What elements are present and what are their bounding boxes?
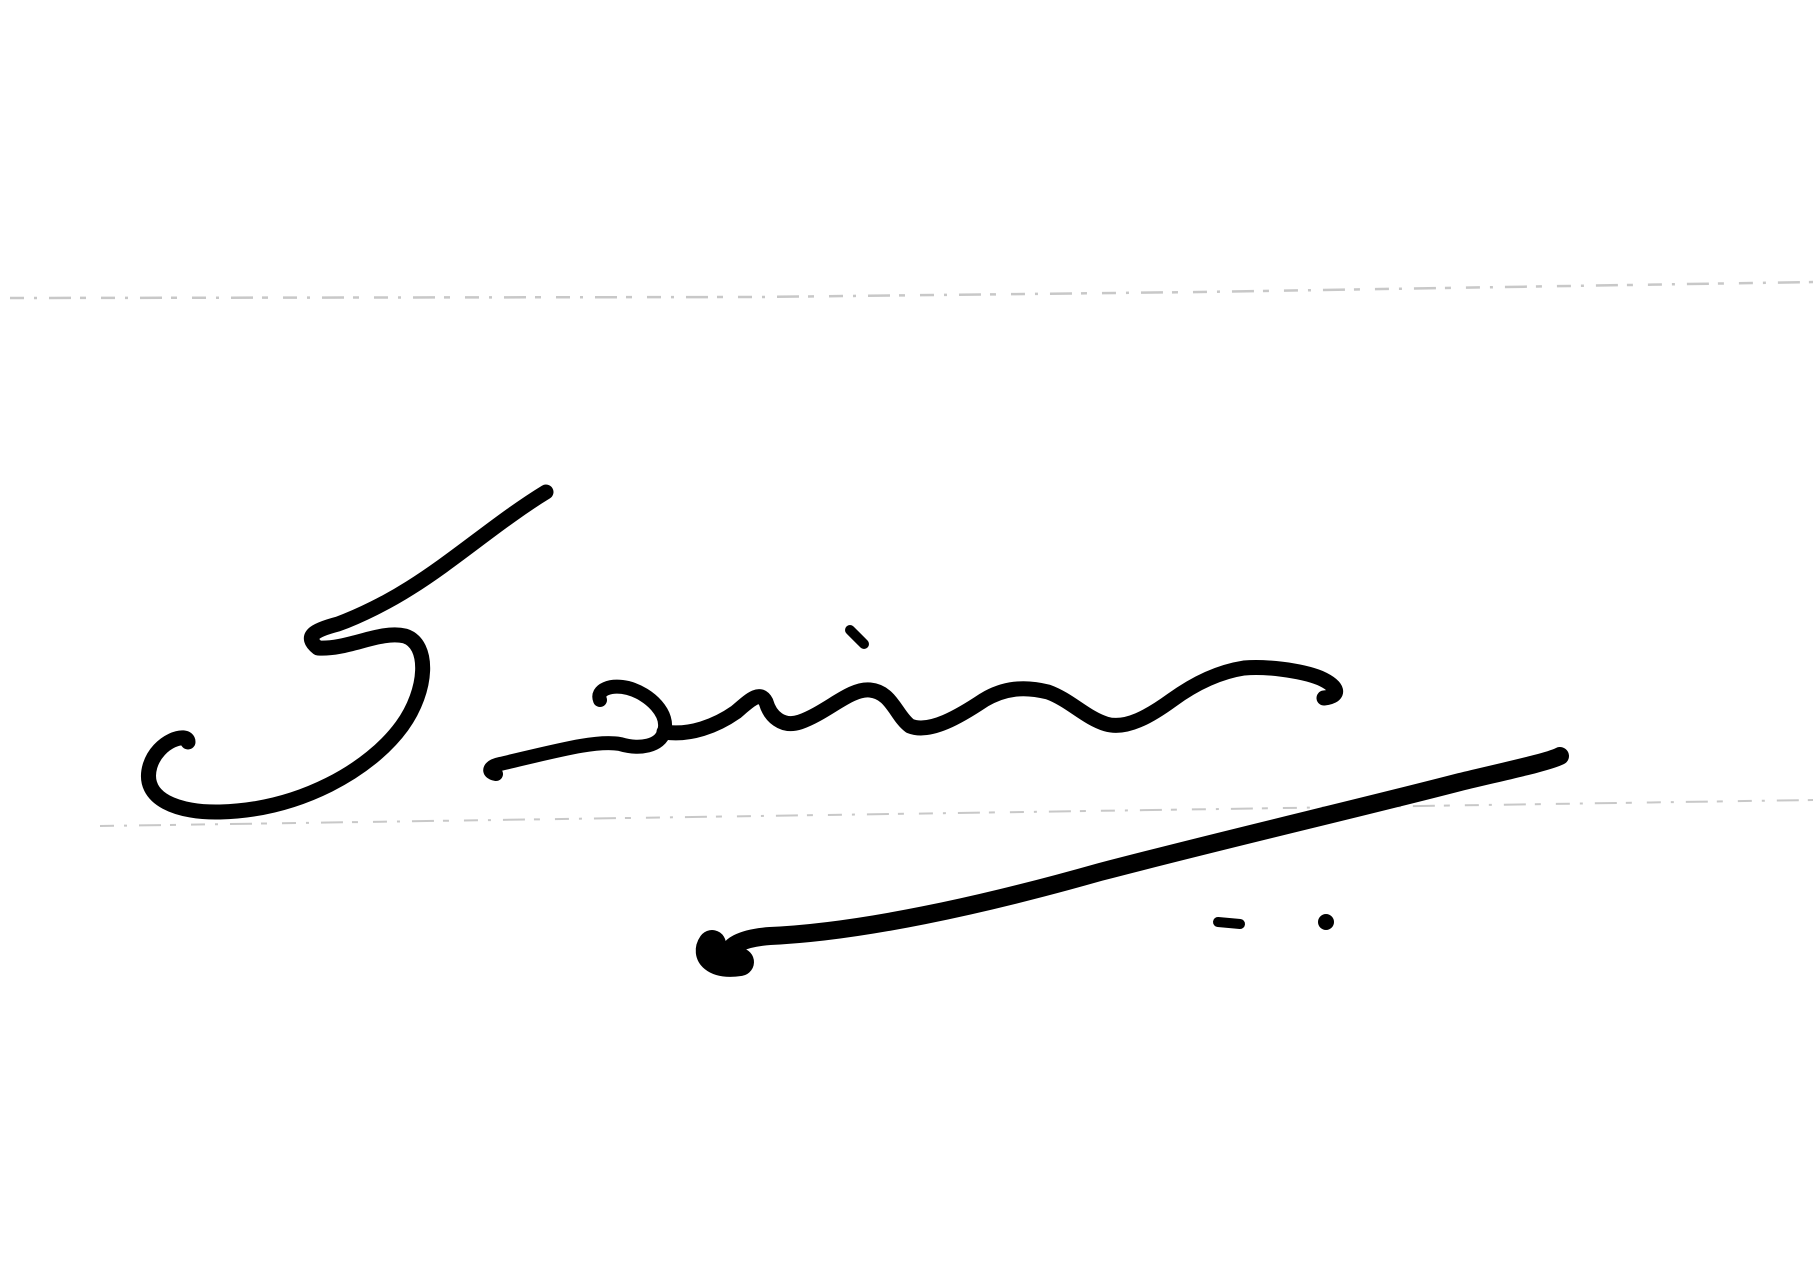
upper-rule-line: [10, 282, 1813, 298]
signature-stroke-middle: [490, 687, 665, 774]
signature-trailing-dot: [1318, 914, 1334, 930]
signature-trailing-dash: [1218, 922, 1240, 924]
signature-underline-flourish: [728, 756, 1560, 958]
lower-rule-line: [100, 800, 1813, 826]
signature-ink: [148, 492, 1560, 963]
signature-stroke-humps: [664, 667, 1336, 732]
signature-mark-upper-dot: [850, 630, 864, 644]
